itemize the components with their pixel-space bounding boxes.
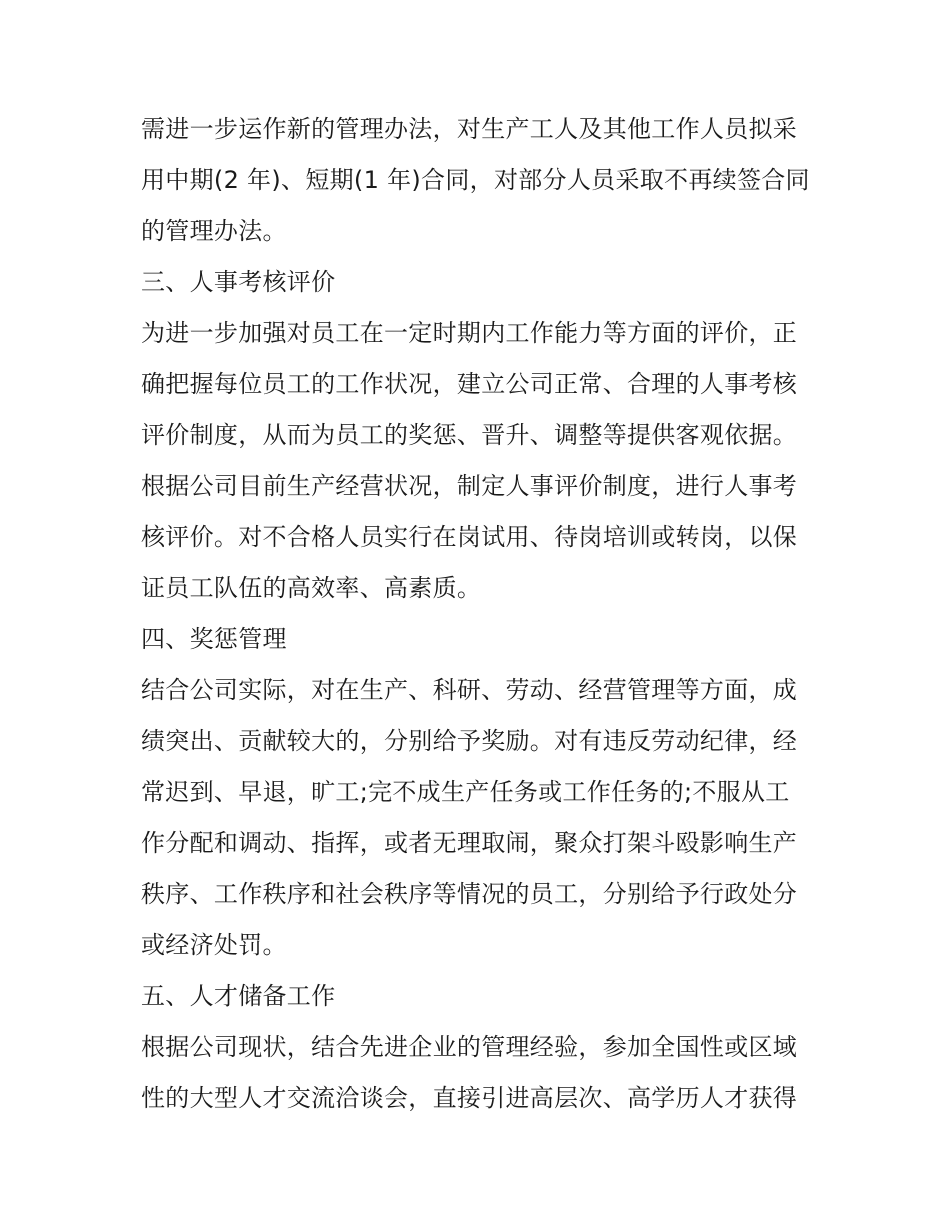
text-line: 结合公司实际，对在生产、科研、劳动、经营管理等方面，成: [141, 676, 798, 704]
text-line: 需进一步运作新的管理办法，对生产工人及其他工作人员拟采: [141, 115, 798, 143]
paragraph-rewards-penalties: [141, 665, 813, 971]
text-line: 根据公司目前生产经营状况，制定人事评价制度，进行人事考: [141, 472, 798, 500]
text-line: 或经济处罚。: [141, 931, 287, 959]
section-heading: 五、人才储备工作: [141, 982, 336, 1010]
document-body: [141, 104, 813, 1124]
text-line: 评价制度，从而为员工的奖惩、晋升、调整等提供客观依据。: [141, 421, 798, 449]
section-heading: 三、人事考核评价: [141, 268, 336, 296]
text-line: 为进一步加强对员工在一定时期内工作能力等方面的评价，正: [141, 319, 798, 347]
text-line: 证员工队伍的高效率、高素质。: [141, 574, 482, 602]
paragraph-personnel-assessment: [141, 308, 813, 614]
section-heading: 四、奖惩管理: [141, 625, 287, 653]
text-line: 性的大型人才交流洽谈会，直接引进高层次、高学历人才获得: [141, 1084, 798, 1112]
text-line: 作分配和调动、指挥，或者无理取闹，聚众打架斗殴影响生产: [141, 829, 798, 857]
paragraph-talent-reserve: [141, 1022, 813, 1124]
text-line: 用中期(2 年)、短期(1 年)合同，对部分人员采取不再续签合同: [141, 166, 810, 194]
section-heading-talent-reserve: [141, 971, 813, 1022]
text-line: 的管理办法。: [141, 217, 287, 245]
text-line: 常迟到、早退，旷工;完不成生产任务或工作任务的;不服从工: [141, 778, 790, 806]
paragraph-management-methods: [141, 104, 813, 257]
text-line: 确把握每位员工的工作状况，建立公司正常、合理的人事考核: [141, 370, 798, 398]
text-line: 根据公司现状，结合先进企业的管理经验，参加全国性或区域: [141, 1033, 798, 1061]
text-line: 秩序、工作秩序和社会秩序等情况的员工，分别给予行政处分: [141, 880, 798, 908]
text-line: 绩突出、贡献较大的，分别给予奖励。对有违反劳动纪律，经: [141, 727, 798, 755]
section-heading-personnel-assessment: [141, 257, 813, 308]
text-line: 核评价。对不合格人员实行在岗试用、待岗培训或转岗，以保: [141, 523, 798, 551]
section-heading-rewards-penalties: [141, 614, 813, 665]
